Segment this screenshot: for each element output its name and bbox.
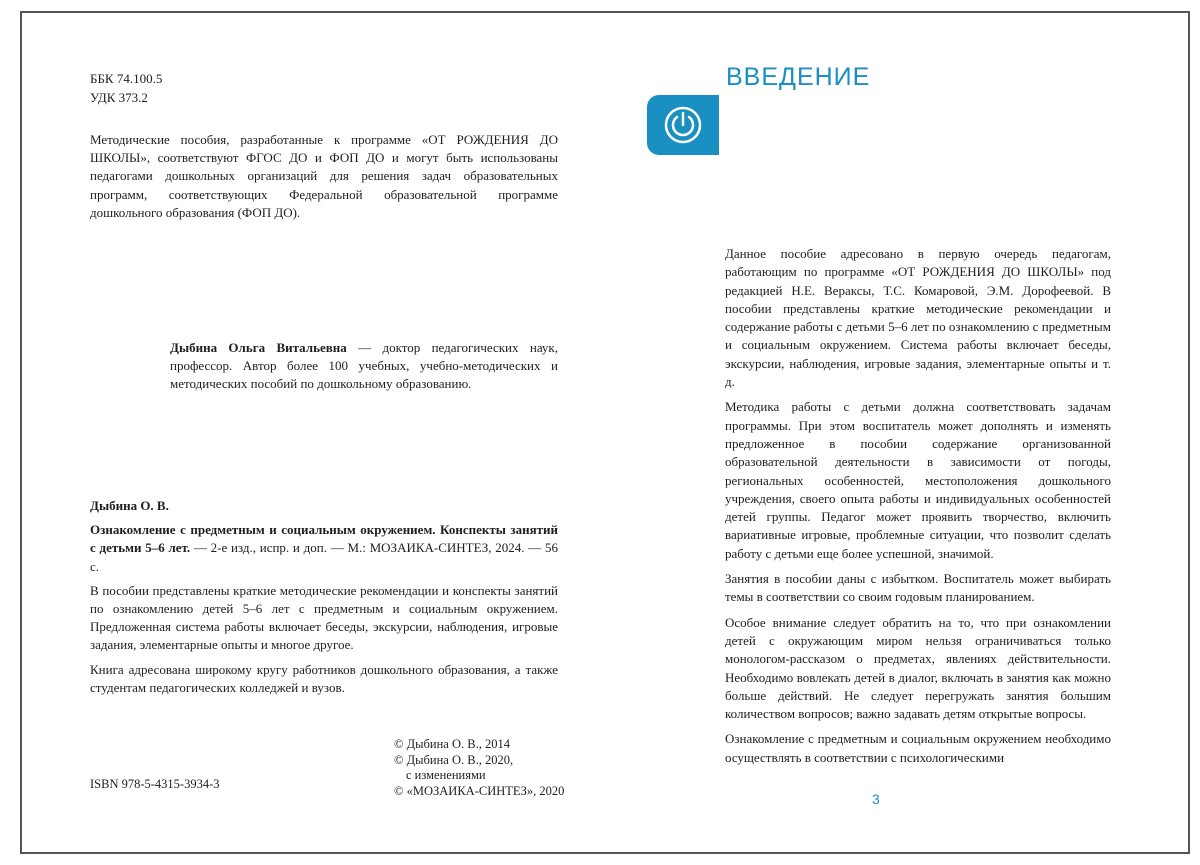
bibliographic-record: [90, 497, 558, 703]
right-page: [622, 13, 1188, 852]
author-paragraph: [170, 339, 558, 394]
chapter-heading: ВВЕДЕНИЕ: [726, 63, 871, 91]
bib-author: Дыбина О. В.: [90, 498, 169, 513]
annotation-paragraph-2: Книга адресована широкому кругу работников дошкольного образования, а также студентам педагогических колледжей и вузов.: [90, 661, 558, 695]
author-description: — доктор педагогических наук, профессор. Автор более 100 учебных, учебно-методических и методических пособий по дошкольному образованию.: [170, 340, 558, 392]
body-paragraph: Данное пособие адресовано в первую очередь педагогам, работающим по программе «ОТ РОЖДЕНИЯ ДО ШКОЛЫ» под редакцией Н.Е. Вераксы, Т.С. Комаровой, Э.М. Дорофеевой. В пособии представлены краткие методические рекомендации и содержание работы с детьми 5–6 лет по ознакомлению с предметным и социальным окружением. Система работы включает беседы, экскурсии, наблюдения, игровые задания, элементарные опыты и т. д.: [725, 246, 1111, 390]
page-number: 3: [872, 791, 880, 807]
annotation-paragraph-1: В пособии представлены краткие методические рекомендации и конспекты занятий по ознакомлению детей 5–6 лет с предметным и социальным окружением. Предложенная система работы включает беседы, экскурсии, наблюдения, игровые задания, элементарные опыты и многое другое.: [90, 582, 558, 653]
classification-codes: [90, 69, 162, 107]
power-icon: [647, 95, 719, 155]
copyright-line: © Дыбина О. В., 2014: [394, 737, 510, 751]
udk-code: УДК 373.2: [90, 90, 148, 105]
bib-title: Ознакомление с предметным и социальным окружением. Конспекты занятий с детьми 5–6 лет.: [90, 522, 558, 556]
intro-text: Методические пособия, разработанные к программе «ОТ РОЖДЕНИЯ ДО ШКОЛЫ», соответствуют ФГОС ДО и ФОП ДО и могут быть использованы педагогами дошкольных организаций для решения задач образовательных программ, соответствующих Федеральной образовательной программе дошкольного образования (ФОП ДО).: [90, 132, 558, 220]
bbk-code: ББК 74.100.5: [90, 71, 163, 86]
copyright-line: © «МОЗАИКА-СИНТЕЗ», 2020: [394, 783, 565, 798]
book-spread: [20, 11, 1190, 854]
copyright-block: [394, 737, 564, 799]
intro-body: [725, 245, 1111, 774]
bib-title-line: [90, 521, 558, 576]
body-paragraph: Занятия в пособии даны с избытком. Воспитатель может выбирать темы в соответствии со своим годовым планированием.: [725, 571, 1111, 605]
left-page: [22, 13, 622, 852]
author-info: [170, 339, 558, 400]
copyright-line: © Дыбина О. В., 2020,: [394, 752, 514, 767]
body-paragraph: Особое внимание следует обратить на то, что при ознакомлении детей с окружающим миром нельзя ограничиваться только монологом-рассказом о предметах, явлениях действительности. Необходимо вовлекать детей в диалог, включать в занятия как можно больше действий. Не следует перегружать занятия большим количеством вопросов; важно задавать детям открытые вопросы.: [725, 614, 1111, 722]
isbn: ISBN 978-5-4315-3934-3: [90, 777, 220, 791]
bib-details: — 2-е изд., испр. и доп. — М.: МОЗАИКА-СИНТЕЗ, 2024. — 56 с.: [90, 540, 558, 574]
author-name: Дыбина Ольга Витальевна: [170, 340, 347, 355]
intro-notice: [90, 131, 558, 228]
copyright-line: с изменениями: [406, 768, 486, 782]
body-paragraph: Методика работы с детьми должна соответствовать задачам программы. При этом воспитатель может дополнять и изменять предложенное в пособии содержание организованной образовательной деятельности в зависимости от погоды, региональных особенностей, местоположения дошкольного учреждения, своего опыта работы и индивидуальных особенностей детей группы. Педагог может проявить творчество, включить вариативные игровые, проблемные ситуации, что позволит сделать работу с детьми еще более успешной, значимой.: [725, 399, 1111, 561]
body-paragraph: Ознакомление с предметным и социальным окружением необходимо осуществлять в соответствии с психологическими: [725, 731, 1111, 765]
